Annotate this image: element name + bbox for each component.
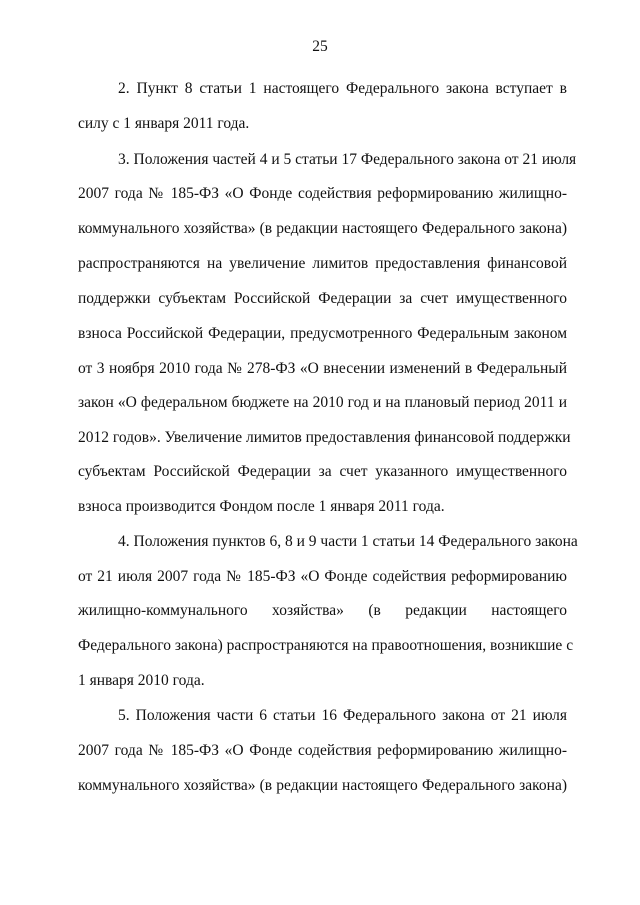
paragraph-5-line-1: 5. Положения части 6 статьи 16 Федерального закона от 21 июля [118, 707, 567, 724]
page-number: 25 [312, 38, 328, 55]
paragraph-2-line-1: 2. Пункт 8 статьи 1 настоящего Федерального закона вступает в [118, 80, 567, 97]
paragraph-3-line-11: взноса производится Фондом после 1 января 2011 года. [78, 498, 445, 515]
paragraph-3-line-1: 3. Положения частей 4 и 5 статьи 17 Федерального закона от 21 июля [118, 151, 577, 168]
paragraph-5-line-2: 2007 года № 185-ФЗ «О Фонде содействия реформированию жилищно- [78, 742, 567, 759]
paragraph-3-line-5: поддержки субъектам Российской Федерации за счет имущественного [78, 290, 567, 307]
paragraph-3-line-10: субъектам Российской Федерации за счет указанного имущественного [78, 463, 567, 480]
paragraph-3-line-3: коммунального хозяйства» (в редакции настоящего Федерального закона) [78, 220, 567, 237]
paragraph-3-line-2: 2007 года № 185-ФЗ «О Фонде содействия реформированию жилищно- [78, 185, 567, 202]
paragraph-3-line-9: 2012 годов». Увеличение лимитов предоставления финансовой поддержки [78, 429, 571, 446]
paragraph-3-line-6: взноса Российской Федерации, предусмотренного Федеральным законом [78, 325, 567, 342]
paragraph-3-line-8: закон «О федеральном бюджете на 2010 год и на плановый период 2011 и [78, 394, 567, 411]
paragraph-3-line-7: от 3 ноября 2010 года № 278-ФЗ «О внесении изменений в Федеральный [78, 360, 567, 377]
paragraph-4-line-5: 1 января 2010 года. [78, 672, 205, 689]
paragraph-4-line-1: 4. Положения пунктов 6, 8 и 9 части 1 статьи 14 Федерального закона [118, 533, 578, 550]
paragraph-4-line-4: Федерального закона) распространяются на правоотношения, возникшие с [78, 637, 574, 654]
paragraph-4-line-2: от 21 июля 2007 года № 185-ФЗ «О Фонде содействия реформированию [78, 568, 567, 585]
paragraph-3-line-4: распространяются на увеличение лимитов предоставления финансовой [78, 255, 567, 272]
paragraph-2-line-2: силу с 1 января 2011 года. [78, 115, 250, 132]
paragraph-4-line-3: жилищно-коммунального хозяйства» (в редакции настоящего [78, 602, 567, 619]
paragraph-5-line-3: коммунального хозяйства» (в редакции настоящего Федерального закона) [78, 777, 567, 794]
